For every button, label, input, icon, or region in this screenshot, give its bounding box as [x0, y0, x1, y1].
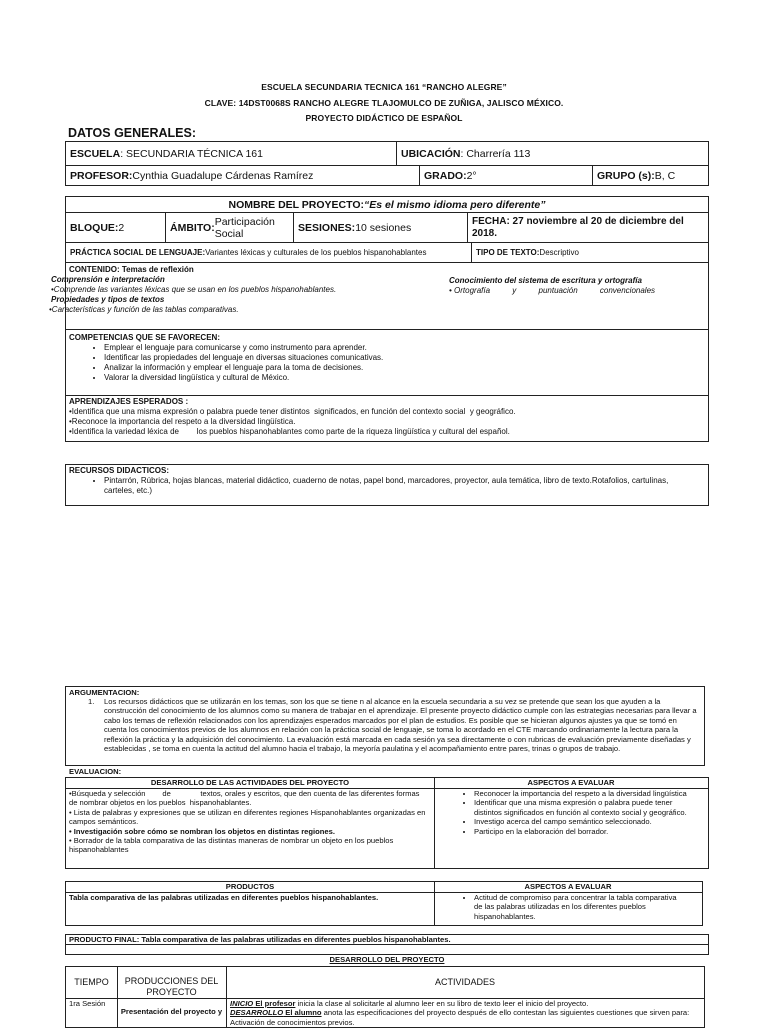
sesiones-cell	[294, 213, 468, 242]
grado-value: 2°	[466, 169, 477, 182]
ambito-value: Participación Social	[214, 215, 275, 240]
desarrollo-table	[65, 966, 705, 1028]
row1-tiempo: 1ra Sesión	[69, 999, 106, 1008]
row-profesor	[65, 165, 709, 186]
grupo-value: B, C	[654, 169, 676, 182]
eval-right-list	[434, 789, 698, 836]
col-tiempo: TIEMPO	[74, 977, 109, 987]
comprension-heading: Comprensión e interpretación	[51, 275, 165, 284]
practica-cell	[66, 243, 472, 262]
eval-left-line: • Investigación sobre cómo se nombran los objetos en distintas regiones.	[69, 826, 335, 836]
eval-aspect-item: • Reconocer la importancia del respeto a la diversidad lingüística	[474, 789, 698, 798]
row-practica	[65, 242, 709, 263]
eval-aspect-item: • Participo en la elaboración del borrador.	[474, 827, 698, 836]
aprendizajes-box	[65, 395, 709, 442]
productos-right-list	[434, 893, 682, 921]
row1-actividades	[230, 999, 700, 1027]
escuela-label: ESCUELA	[70, 147, 121, 160]
row-escuela	[65, 141, 709, 166]
bloque-cell	[66, 213, 166, 242]
eval-aspect-item: • Investigo acerca del campo semántico seleccionado.	[474, 817, 698, 826]
grupo-label: GRUPO (s):	[597, 169, 655, 182]
competencias-box	[65, 329, 709, 396]
recursos-box	[65, 464, 709, 506]
competencia-item: • Emplear el lenguaje para comunicarse y como instrumento para aprender.	[104, 343, 708, 353]
grado-cell	[420, 166, 593, 185]
school-key: CLAVE: 14DST0068S RANCHO ALEGRE TLAJOMULCO DE ZUÑIGA, JALISCO MÉXICO.	[204, 98, 564, 108]
empty-row	[65, 944, 709, 955]
escuela-cell	[66, 142, 397, 165]
competencias-list	[66, 343, 708, 383]
eval-left-line: • Borrador de la tabla comparativa de las distintas maneras de nombrar un objeto en los pueblos hispanohablantes	[69, 836, 394, 855]
profesor-label: PROFESOR:	[70, 169, 133, 182]
aprendizajes-title: APRENDIZAJES ESPERADOS :	[69, 397, 189, 406]
productos-col2-header: ASPECTOS A EVALUAR	[524, 882, 612, 891]
competencias-title: COMPETENCIAS QUE SE FAVORECEN:	[69, 333, 220, 342]
productos-table	[65, 881, 703, 926]
competencia-item: • Analizar la información y emplear el lenguaje para la toma de decisiones.	[104, 363, 708, 373]
productos-aspect-item: • Actitud de compromiso para concentrar la tabla comparativa de las palabras utilizadas en los diferentes pueblos hispanohablantes.	[474, 893, 682, 921]
eval-left-line: •Búsqueda y selección de textos, orales y escritos, que den cuenta de las diferentes formas de nombrar objetos en los pueblos hispanohablantes.	[69, 789, 422, 808]
fecha-cell: FECHA: 27 noviembre al 20 de diciembre del 2018.	[472, 215, 684, 239]
ortografia-text: • Ortografía y puntuación convencionales	[449, 286, 656, 295]
inicio-text: inicia la clase al solicitarle al alumno leer en su libro de texto leer el inicio del proyecto.	[295, 999, 589, 1008]
col-producciones: PRODUCCIONES DEL PROYECTO	[124, 976, 219, 997]
recursos-item: • Pintarrón, Rúbrica, hojas blancas, material didáctico, cuaderno de notas, papel bond, marcadores, proyector, aula temática, libro de texto.Rotafolios, cartulinas, carteles, etc.)	[104, 476, 692, 496]
sesiones-value: 10 sesiones	[355, 221, 412, 234]
contenido-title: CONTENIDO: Temas de reflexión	[69, 265, 194, 274]
grupo-cell	[593, 166, 708, 185]
section-title-datos: DATOS GENERALES:	[68, 126, 197, 140]
desarrollo-text: anota las especificaciones del proyecto después de ello contestan las siguientes cuestiones que sirven para: Activación de conocimientos previos.	[230, 1008, 690, 1027]
aprendizaje-item: •Identifica que una misma expresión o palabra puede tener distintos significados, en función del contexto social y geográfico.	[69, 407, 516, 416]
conocimiento-heading: Conocimiento del sistema de escritura y ortografía	[449, 276, 642, 285]
tipo-texto-value: Descriptivo	[539, 248, 579, 257]
eval-col2-header: ASPECTOS A EVALUAR	[527, 778, 615, 787]
caracteristicas-text: •Características y función de las tablas comparativas.	[49, 305, 239, 314]
grado-label: GRADO:	[424, 169, 467, 182]
divider	[226, 967, 227, 1027]
productos-left: Tabla comparativa de las palabras utilizadas en diferentes pueblos hispanohablantes.	[69, 893, 379, 902]
eval-left-line: • Lista de palabras y expresiones que se utilizan en diferentes regiones Hispanohablantes organizadas en campos semánticos.	[69, 807, 426, 827]
competencia-item: • Identificar las propiedades del lenguaje en diversas situaciones comunicativas.	[104, 353, 708, 363]
inicio-label: INICIO	[230, 999, 254, 1008]
practica-label: PRÁCTICA SOCIAL DE LENGUAJE:	[70, 248, 206, 257]
profesor-cell	[66, 166, 420, 185]
desarrollo-label: DESARROLLO	[230, 1008, 284, 1018]
practica-value: Variantes léxicas y culturales de los pueblos hispanohablantes	[205, 248, 427, 257]
eval-col1-header: DESARROLLO DE LAS ACTIVIDADES DEL PROYECTO	[150, 778, 350, 787]
propiedades-heading: Propiedades y tipos de textos	[51, 295, 165, 304]
col-actividades: ACTIVIDADES	[434, 977, 495, 987]
profesor-value: Cynthia Guadalupe Cárdenas Ramírez	[132, 169, 314, 182]
bloque-label: BLOQUE:	[70, 221, 119, 234]
evaluacion-table	[65, 777, 709, 869]
argumentacion-title: ARGUMENTACION:	[69, 688, 140, 697]
desarrollo-title: DESARROLLO DEL PROYECTO	[329, 955, 445, 964]
profesor-tag: El profesor	[253, 999, 296, 1008]
recursos-list	[66, 476, 708, 496]
document-title: PROYECTO DIDÁCTICO DE ESPAÑOL	[305, 113, 463, 123]
ambito-cell	[166, 213, 294, 242]
escuela-value: : SECUNDARIA TÉCNICA 161	[120, 147, 263, 160]
bloque-value: 2	[118, 221, 125, 234]
eval-aspect-item: • Identificar que una misma expresión o palabra puede tener distintos significados en función al contexto social y geográfico.	[474, 798, 698, 817]
productos-col1-header: PRODUCTOS	[225, 882, 275, 891]
school-name: ESCUELA SECUNDARIA TECNICA 161 “RANCHO ALEGRE”	[261, 82, 507, 92]
argumentacion-box	[65, 686, 705, 766]
sesiones-label: SESIONES:	[298, 221, 356, 234]
row-bloque	[65, 212, 709, 243]
project-name-value: “Es el mismo idioma pero diferente”	[364, 198, 546, 211]
argumentacion-text: Los recursos didácticos que se utilizarán en los temas, son los que se tiene n al alcance en la escuela secundaria a su vez se pretende que sean los que ayuden a la construcción del conocimiento de los alumnos como su manera de trabajar en el aprendizaje. El presente proyecto didáctico cumple con las estrategias necesarias para llevar a cabo los temas de reflexión relacionados con los aprendizajes esperados marcados por el plan de estudios. Es posible que se hicieran algunos ajustes ya que se tomó en cuenta los conocimientos previos de los alumnos en relación con la práctica social de lenguaje, se toma lo acordado en el CTE marcando ordinariamente la lectura para la reflexión la práctica y la adquisición del conocimiento. La evaluación está marcada en cada sesión ya sea directamente o con rubricas de evaluación previamente diseñadas y establecidas , se toma en cuenta la actitud del alumno hacia el trabajo, la meyoría paulatina y el acompañamiento entre pares, trinas o grupos de trabajo.	[104, 697, 697, 754]
ubicacion-cell	[397, 142, 708, 165]
argumentacion-number: 1.	[88, 697, 95, 706]
ambito-label: ÁMBITO:	[170, 221, 215, 234]
alumno-tag: El alumno	[283, 1008, 322, 1018]
recursos-title: RECURSOS DIDACTICOS:	[69, 466, 170, 475]
comprende-text: •Comprende las variantes léxicas que se usan en los pueblos hispanohablantes.	[51, 285, 337, 294]
aprendizaje-item: •Identifica la variedad léxica de los pueblos hispanohablantes como parte de la riqueza lingüística y cultural del español.	[69, 427, 510, 436]
row1-producciones: Presentación del proyecto y	[120, 1007, 223, 1016]
evaluacion-title: EVALUACION:	[69, 767, 122, 776]
aprendizaje-item: •Reconoce la importancia del respeto a la diversidad lingüística.	[69, 417, 296, 426]
eval-left-content	[69, 789, 429, 855]
tipo-texto-cell	[472, 243, 708, 262]
producto-final-row: PRODUCTO FINAL: Tabla comparativa de las palabras utilizadas en diferentes pueblos hispanohablantes.	[65, 934, 709, 945]
ubicacion-label: UBICACIÓN	[401, 147, 461, 160]
project-name-label: NOMBRE DEL PROYECTO:	[228, 198, 365, 211]
ubicacion-value: : Charrería 113	[460, 147, 531, 160]
project-name-row	[65, 196, 709, 213]
competencia-item: • Valorar la diversidad lingüística y cultural de México.	[104, 373, 708, 383]
tipo-texto-label: TIPO DE TEXTO:	[476, 248, 540, 257]
